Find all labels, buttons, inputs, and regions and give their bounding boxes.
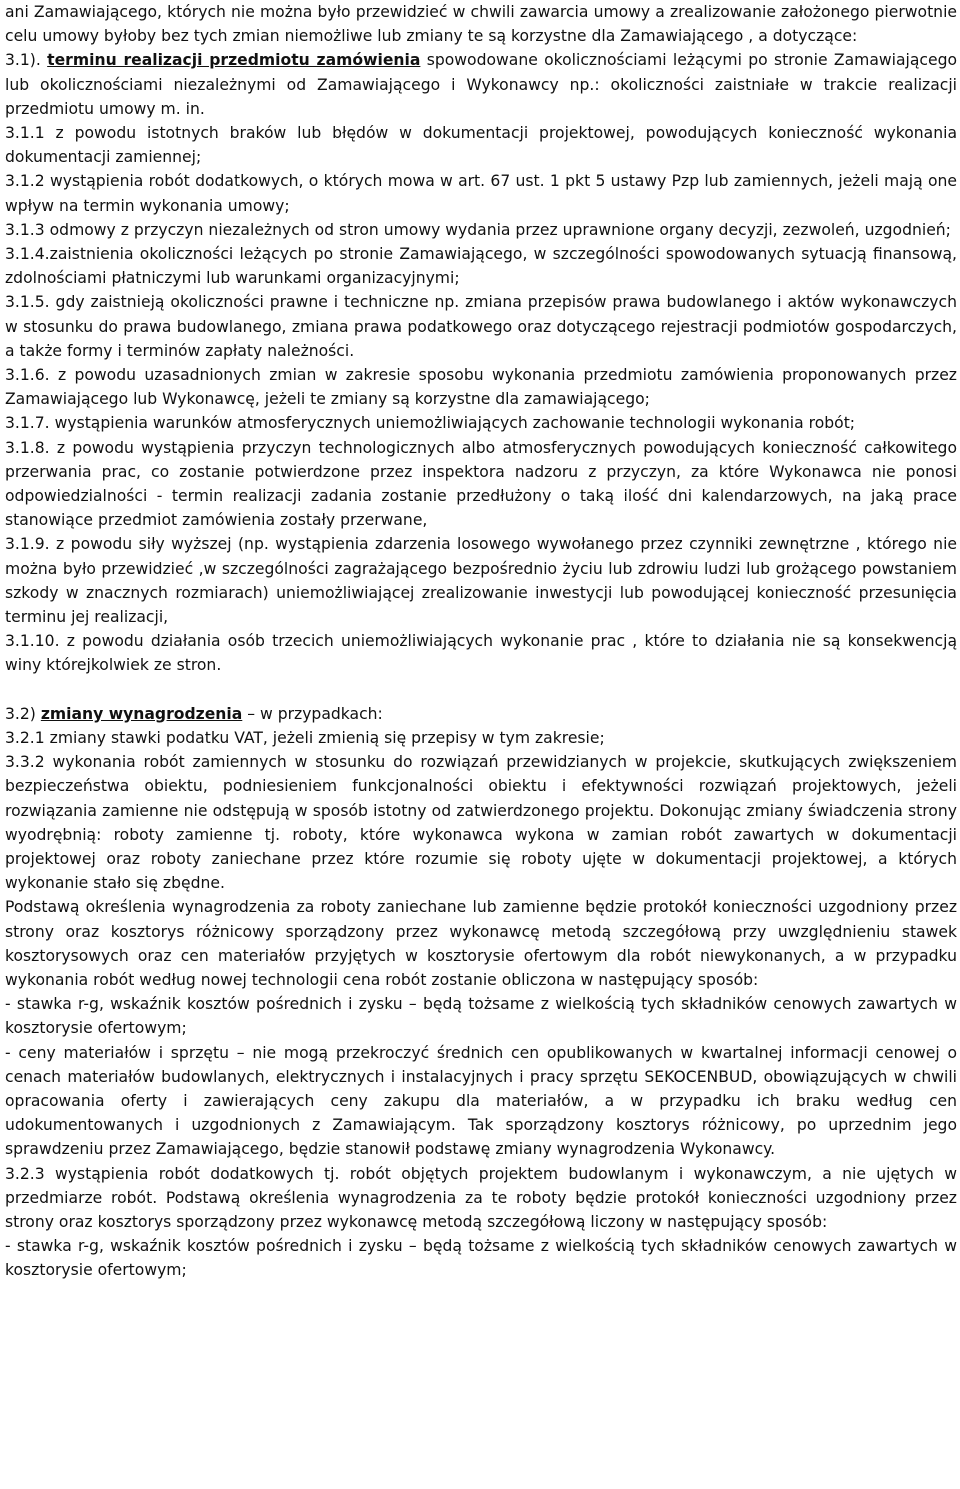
paragraph-3-2-wynagrodzenie	[5, 702, 957, 726]
paragraph-intro: ani Zamawiającego, których nie można było przewidzieć w chwili zawarcia umowy a zrealizowanie założonego pierwotnie celu umowy byłoby bez tych zmian niemożliwe lub zmiany te są korzystne dla Zamawiającego , a dotyczące:	[5, 3, 957, 46]
section-text: spowodowane okolicznościami leżącymi po stronie Zamawiającego lub okolicznościami niezależnymi od Zamawiającego i Wykonawcy np.: okoliczności zaistniałe w trakcie realizacji przedmiotu umowy m. in.	[5, 51, 958, 118]
paragraph-3-3-2: 3.3.2 wykonania robót zamiennych w stosunku do rozwiązań przewidzianych w projekcie, skutkujących zwiększeniem bezpieczeństwa obiektu, podniesieniem funkcjonalności obiektu i efektywności rozwiązań projektowych, jeżeli rozwiązania zamienne nie odstępują w sposób istotny od zatwierdzonego projektu. Dokonując zmiany świadczenia strony wyodrębnią: roboty zamienne tj. roboty, które wykonawca wykona w zamian robót zawartych w dokumentacji projektowej oraz roboty zaniechane przez które rozumie się roboty ujęte w dokumentacji projektowej, a których wykonanie stało się zbędne.	[5, 753, 957, 893]
section-heading-wynagrodzenie: zmiany wynagrodzenia	[40, 704, 243, 723]
paragraph-3-1-7: 3.1.7. wystąpienia warunków atmosferycznych uniemożliwiających zachowanie technologii wykonania robót;	[5, 414, 856, 433]
section-number: 3.1).	[5, 51, 48, 70]
paragraph-3-1-2: 3.1.2 wystąpienia robót dodatkowych, o których mowa w art. 67 ust. 1 pkt 5 ustawy Pzp lub zamiennych, jeżeli mają one wpływ na termin wykonania umowy;	[5, 172, 957, 215]
paragraph-3-1-termin	[5, 48, 957, 121]
section-heading-termin: terminu realizacji przedmiotu zamówienia	[47, 51, 421, 70]
paragraph-ceny-materialow: - ceny materiałów i sprzętu – nie mogą przekroczyć średnich cen opublikowanych w kwartalnej informacji cenowej o cenach materiałów budowlanych, elektrycznych i instalacyjnych i pracy sprzętu SEKOCENBUD, obowiązujących w chwili opracowania oferty i zawierających ceny zakupu dla materiałów, a w przypadku ich braku według cen udokumentowanych i uzgodnionych z Zamawiającym. Tak sporządzony kosztorys różnicowy, po uprzednim jego sprawdzeniu przez Zamawiającego, będzie stanowił podstawę zmiany wynagrodzenia Wykonawcy.	[5, 1043, 957, 1159]
paragraph-3-1-5: 3.1.5. gdy zaistnieją okoliczności prawne i techniczne np. zmiana przepisów prawa budowlanego i aktów wykonawczych w stosunku do prawa budowlanego, zmiana prawa podatkowego oraz dotyczącego rejestracji podmiotów gospodarczych, a także formy i terminów zapłaty należności.	[5, 293, 957, 360]
paragraph-3-1-9: 3.1.9. z powodu siły wyższej (np. wystąpienia zdarzenia losowego wywołanego przez czynniki zewnętrzne , którego nie można było przewidzieć ,w szczególności zagrażającego bezpośrednio życiu lub zdrowiu ludzi lub grożącego powstaniem szkody w znacznych rozmiarach) uniemożliwiającej zrealizowanie inwestycji lub powodującej konieczność przesunięcia terminu jej realizacji,	[5, 535, 957, 627]
paragraph-3-1-1: 3.1.1 z powodu istotnych braków lub błędów w dokumentacji projektowej, powodujących konieczność wykonania dokumentacji zamiennej;	[5, 124, 957, 167]
paragraph-podstawa: Podstawą określenia wynagrodzenia za roboty zaniechane lub zamienne będzie protokół konieczności uzgodniony przez strony oraz kosztorys różnicowy sporządzony przez wykonawcę metodą szczegółową przy uwzględnieniu stawek kosztorysowych oraz cen materiałów przyjętych w kosztorysie ofertowym dla robót niewykonanych, a w przypadku wykonania robót według nowej technologii cena robót zostanie obliczona w następujący sposób:	[5, 898, 957, 989]
paragraph-stawka-rg-1: - stawka r-g, wskaźnik kosztów pośrednich i zysku – będą tożsame z wielkością tych składników cenowych zawartych w kosztorysie ofertowym;	[5, 995, 957, 1038]
paragraph-3-1-8: 3.1.8. z powodu wystąpienia przyczyn technologicznych albo atmosferycznych powodujących konieczność całkowitego przerwania prac, co zostanie potwierdzone przez inspektora nadzoru z przyczyn, za które Wykonawca nie ponosi odpowiedzialności - termin realizacji zadania zostanie przedłużony o taką ilość dni kalendarzowych, na jaką prace stanowiące przedmiot zamówienia zostały przerwane,	[5, 438, 957, 530]
section-number: 3.2)	[5, 704, 41, 723]
paragraph-3-1-3: 3.1.3 odmowy z przyczyn niezależnych od stron umowy wydania przez uprawnione organy decyzji, zezwoleń, uzgodnień;	[5, 220, 951, 239]
section-text: – w przypadkach:	[242, 704, 383, 723]
paragraph-3-2-1: 3.2.1 zmiany stawki podatku VAT, jeżeli zmienią się przepisy w tym zakresie;	[5, 728, 605, 747]
paragraph-3-2-3: 3.2.3 wystąpienia robót dodatkowych tj. robót objętych projektem budowlanym i wykonawczym, a nie ujętych w przedmiarze robót. Podstawą określenia wynagrodzenia za te roboty będzie protokół konieczności uzgodniony przez strony oraz kosztorys sporządzony przez wykonawcę metodą szczegółową liczony w następujący sposób:	[5, 1164, 957, 1231]
paragraph-spacer	[5, 678, 957, 702]
paragraph-3-1-6: 3.1.6. z powodu uzasadnionych zmian w zakresie sposobu wykonania przedmiotu zamówienia proponowanych przez Zamawiającego lub Wykonawcę, jeżeli te zmiany są korzystne dla zamawiającego;	[5, 366, 957, 409]
paragraph-stawka-rg-2: - stawka r-g, wskaźnik kosztów pośrednich i zysku – będą tożsame z wielkością tych składników cenowych zawartych w kosztorysie ofertowym;	[5, 1237, 957, 1280]
paragraph-3-1-10: 3.1.10. z powodu działania osób trzecich uniemożliwiających wykonanie prac , które to działania nie są konsekwencją winy którejkolwiek ze stron.	[5, 632, 957, 675]
paragraph-3-1-4: 3.1.4.zaistnienia okoliczności leżących po stronie Zamawiającego, w szczególności spowodowanych sytuacją finansową, zdolnościami płatniczymi lub warunkami organizacyjnymi;	[5, 245, 957, 288]
